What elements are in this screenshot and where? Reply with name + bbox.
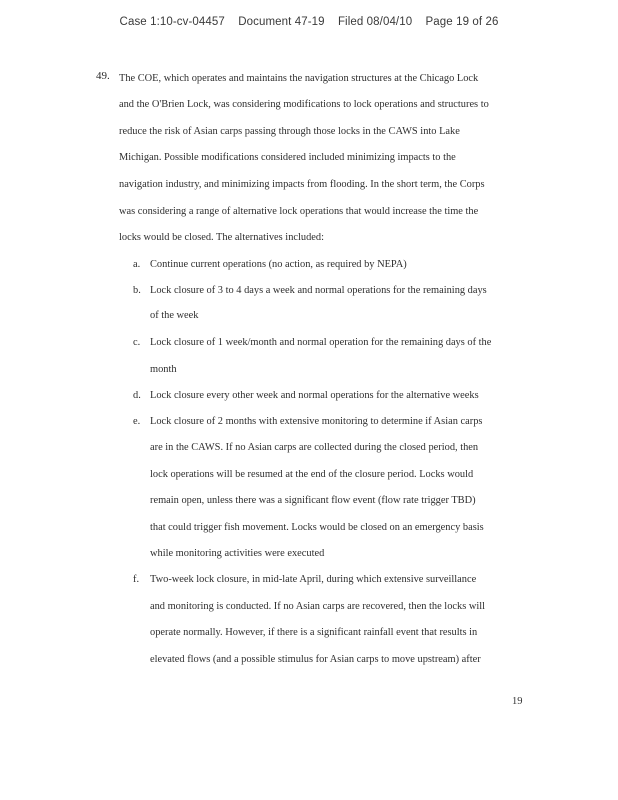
alternative-marker: c. (133, 337, 141, 348)
alternative-line: Lock closure of 2 months with extensive monitoring to determine if Asian carps (150, 416, 483, 427)
paragraph-line: and the O'Brien Lock, was considering modifications to lock operations and structures to (119, 99, 489, 110)
paragraph-line: navigation industry, and minimizing impacts from flooding. In the short term, the Corps (119, 179, 485, 190)
alternative-line: Continue current operations (no action, as required by NEPA) (150, 259, 407, 270)
alternative-line: Lock closure every other week and normal operations for the alternative weeks (150, 390, 479, 401)
header-case-number: Case 1:10-cv-04457 (119, 16, 225, 28)
alternative-line: month (150, 364, 177, 375)
alternative-marker: e. (133, 416, 141, 427)
paragraph-line: locks would be closed. The alternatives included: (119, 232, 324, 243)
alternative-marker: d. (133, 390, 141, 401)
alternative-marker: f. (133, 574, 140, 585)
alternative-line: Lock closure of 3 to 4 days a week and normal operations for the remaining days (150, 285, 487, 296)
header-page-count: Page 19 of 26 (425, 16, 499, 28)
paragraph-number: 49. (96, 70, 110, 82)
alternative-line: remain open, unless there was a significant flow event (flow rate trigger TBD) (150, 495, 476, 506)
alternative-line: lock operations will be resumed at the end of the closure period. Locks would (150, 469, 474, 480)
alternative-line: elevated flows (and a possible stimulus for Asian carps to move upstream) after (150, 654, 481, 665)
alternative-line: while monitoring activities were executed (150, 548, 325, 559)
page-number: 19 (512, 696, 523, 707)
alternative-line: Lock closure of 1 week/month and normal operation for the remaining days of the (150, 337, 492, 348)
alternative-line: that could trigger fish movement. Locks would be closed on an emergency basis (150, 522, 484, 533)
paragraph-line: reduce the risk of Asian carps passing through those locks in the CAWS into Lake (119, 126, 460, 137)
header-filed-date: Filed 08/04/10 (337, 16, 413, 28)
alternative-line: operate normally. However, if there is a significant rainfall event that results in (150, 627, 478, 638)
paragraph-line: Michigan. Possible modifications considered included minimizing impacts to the (119, 152, 456, 163)
paragraph-line: The COE, which operates and maintains the navigation structures at the Chicago Lock (119, 73, 479, 84)
alternative-line: and monitoring is conducted. If no Asian carps are recovered, then the locks will (150, 601, 485, 612)
alternative-marker: b. (133, 285, 141, 296)
paragraph-line: was considering a range of alternative lock operations that would increase the time the (119, 206, 479, 217)
alternative-line: are in the CAWS. If no Asian carps are collected during the closed period, then (150, 442, 479, 453)
alternative-line: of the week (150, 310, 199, 321)
alternative-line: Two-week lock closure, in mid-late April, during which extensive surveillance (150, 574, 477, 585)
case-header (0, 16, 618, 28)
header-document-number: Document 47-19 (238, 16, 325, 28)
alternative-marker: a. (133, 259, 141, 270)
